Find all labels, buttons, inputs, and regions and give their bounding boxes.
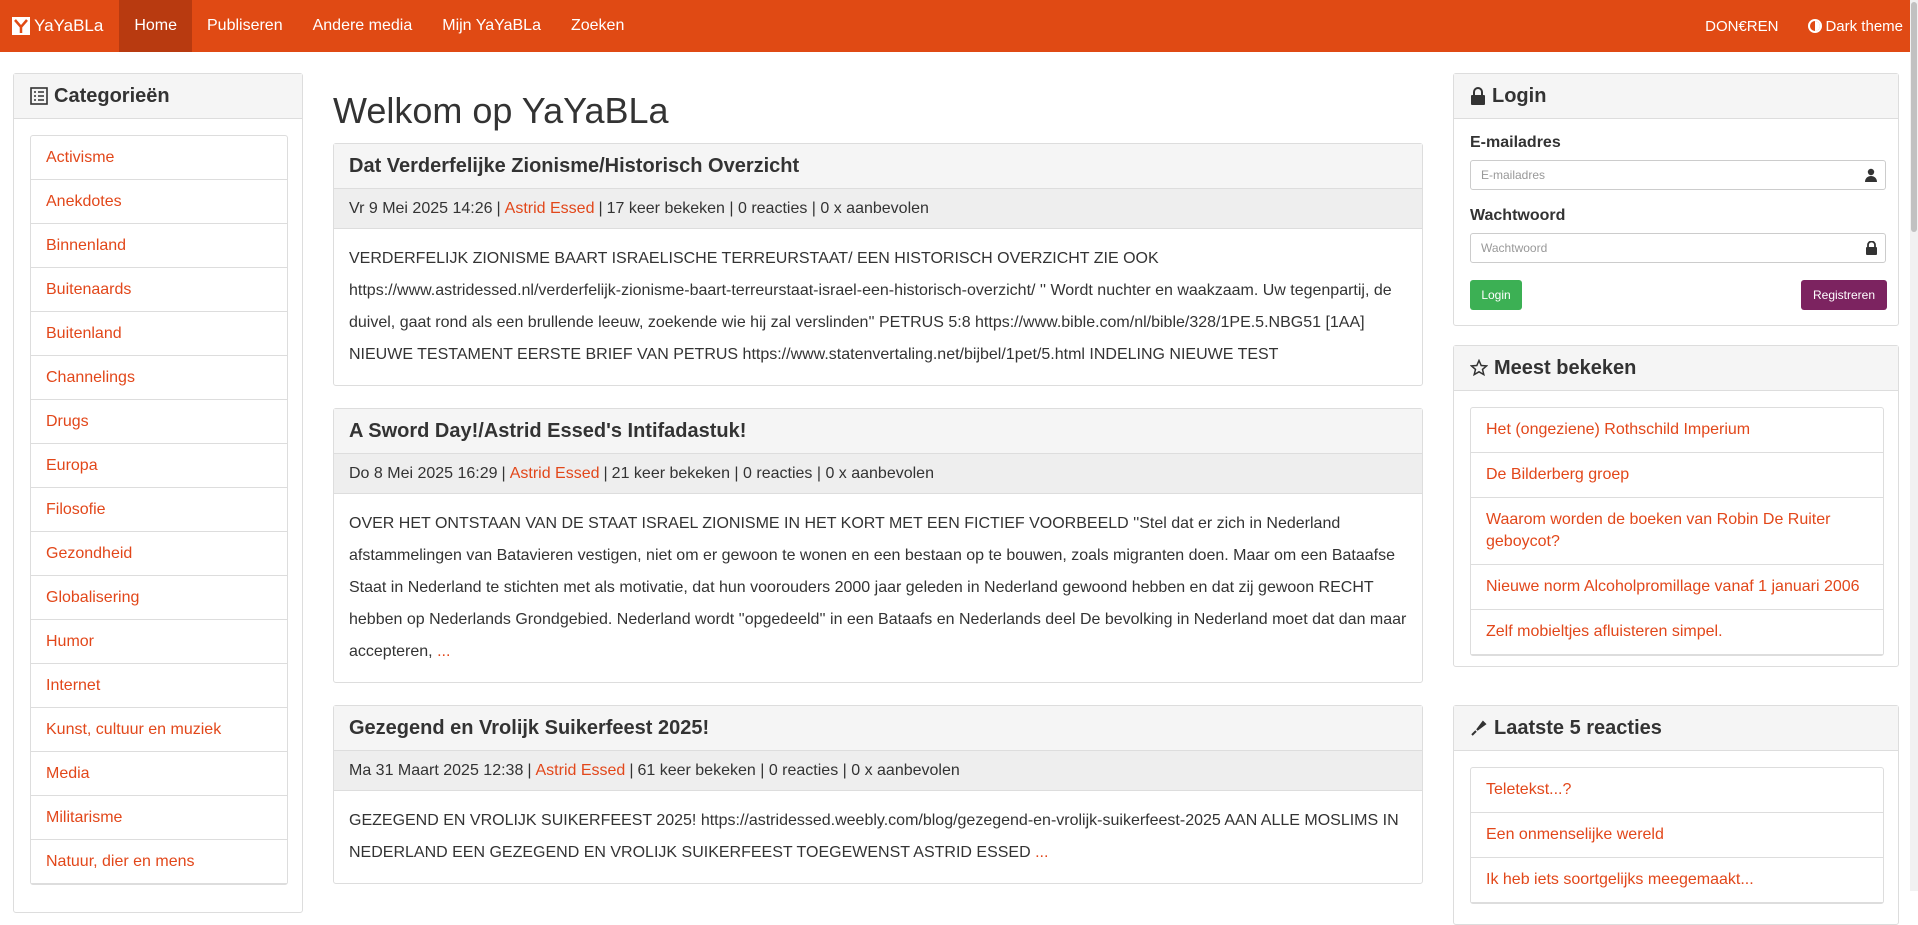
- reaction-item[interactable]: Ik heb iets soortgelijks meegemaakt...: [1471, 858, 1883, 903]
- login-panel: [1453, 73, 1899, 326]
- nav-spacer: [639, 0, 1690, 52]
- contrast-icon: [1808, 19, 1822, 33]
- article-author-link[interactable]: Astrid Essed: [535, 761, 626, 779]
- nav-home[interactable]: Home: [119, 0, 192, 52]
- article-title[interactable]: A Sword Day!/Astrid Essed's Intifadastuk!: [334, 409, 1422, 454]
- article-body: [334, 791, 1422, 883]
- article-stats: 61 keer bekeken | 0 reacties | 0 x aanbevolen: [637, 761, 960, 779]
- article-date: Do 8 Mei 2025 16:29: [349, 464, 498, 482]
- article-body: [334, 494, 1422, 682]
- login-title: Login: [1492, 84, 1547, 107]
- category-item[interactable]: Media: [31, 752, 287, 796]
- reaction-item[interactable]: Een onmenselijke wereld: [1471, 813, 1883, 858]
- categories-title: Categorieën: [54, 84, 170, 107]
- article-card: [333, 408, 1423, 683]
- top-navbar: [0, 0, 1918, 52]
- most-viewed-item[interactable]: Nieuwe norm Alcoholpromillage vanaf 1 januari 2006: [1471, 565, 1883, 610]
- list-icon: [30, 87, 48, 105]
- brand-name: YaYaBLa: [34, 16, 104, 35]
- category-item[interactable]: Activisme: [31, 136, 287, 180]
- most-viewed-item[interactable]: De Bilderberg groep: [1471, 453, 1883, 498]
- category-item[interactable]: Globalisering: [31, 576, 287, 620]
- login-header: [1454, 74, 1898, 119]
- category-item[interactable]: Drugs: [31, 400, 287, 444]
- page-title: Welkom op YaYaBLa: [333, 90, 669, 131]
- email-input[interactable]: [1470, 160, 1886, 190]
- most-viewed-list: [1470, 407, 1884, 656]
- star-icon: [1470, 359, 1488, 377]
- page-scrollbar[interactable]: [1910, 0, 1918, 891]
- article-meta: Ma 31 Maart 2025 12:38 | Astrid Essed | 61 keer bekeken | 0 reacties | 0 x aanbevolen: [334, 751, 1422, 791]
- password-placeholder: Wachtwoord: [1481, 241, 1548, 255]
- read-more-link[interactable]: ...: [1035, 844, 1049, 861]
- article-text: OVER HET ONTSTAAN VAN DE STAAT ISRAEL ZIONISME IN HET KORT MET EEN FICTIEF VOORBEELD ''Stel dat er zich in Nederland afstammelingen van Batavieren vestigen, niet om er gewoon te wonen en een bestaan op te bouwen, zoals migranten doen. Maar om een Bataafse Staat in Nederland te stichten met als motivatie, dat hun voorouders 2000 jaar geleden in Nederland gewoond hebben en dat zij gewoon RECHT hebben op Nederlands Grondgebied. Nederland wordt ''opgedeeld'' in een Bataafs en Nederlands deel De bevolking in Nederland moet dat dan maar accepteren,: [349, 515, 1407, 660]
- nav-andere-media[interactable]: Andere media: [312, 17, 413, 34]
- most-viewed-item[interactable]: Het (ongeziene) Rothschild Imperium: [1471, 408, 1883, 453]
- donate-link[interactable]: DON€REN: [1705, 17, 1779, 35]
- latest-reactions-list: [1470, 767, 1884, 904]
- dark-theme-toggle[interactable]: [1793, 0, 1918, 52]
- comment-icon: [1470, 719, 1488, 737]
- lock-icon: [1470, 87, 1486, 105]
- article-card: [333, 143, 1423, 386]
- category-item[interactable]: Europa: [31, 444, 287, 488]
- category-item[interactable]: Filosofie: [31, 488, 287, 532]
- article-stats: 21 keer bekeken | 0 reacties | 0 x aanbevolen: [611, 464, 934, 482]
- article-date: Ma 31 Maart 2025 12:38: [349, 761, 524, 779]
- article-title[interactable]: Gezegend en Vrolijk Suikerfeest 2025!: [334, 706, 1422, 751]
- scrollbar-thumb[interactable]: [1911, 2, 1917, 232]
- latest-reactions-title: Laatste 5 reacties: [1494, 716, 1662, 739]
- article-card: [333, 705, 1423, 884]
- nav-zoeken[interactable]: Zoeken: [570, 17, 625, 34]
- category-list: [30, 135, 288, 885]
- category-item[interactable]: Buitenland: [31, 312, 287, 356]
- category-item[interactable]: Kunst, cultuur en muziek: [31, 708, 287, 752]
- most-viewed-title: Meest bekeken: [1494, 356, 1637, 379]
- most-viewed-header: [1454, 346, 1898, 391]
- most-viewed-item[interactable]: Zelf mobieltjes afluisteren simpel.: [1471, 610, 1883, 655]
- article-stats: 17 keer bekeken | 0 reacties | 0 x aanbevolen: [606, 199, 929, 217]
- most-viewed-item[interactable]: Waarom worden de boeken van Robin De Ruiter geboycot?: [1471, 498, 1883, 565]
- article-text: GEZEGEND EN VROLIJK SUIKERFEEST 2025! https://astridessed.weebly.com/blog/gezegend-en-vrolijk-suikerfeest-2025 AAN ALLE MOSLIMS IN NEDERLAND EEN GEZEGEND EN VROLIJK SUIKERFEEST TOEGEWENST ASTRID ESSED: [349, 812, 1399, 861]
- dark-theme-label: Dark theme: [1825, 17, 1903, 35]
- categories-header: [14, 74, 302, 119]
- article-text: VERDERFELIJK ZIONISME BAART ISRAELISCHE TERREURSTAAT/ EEN HISTORISCH OVERZICHT ZIE OOK https://www.astridessed.nl/verderfelijk-zionisme-baart-terreurstaat-israel-een-historisch-overzicht/ '' Wordt nuchter en waakzaam. Uw tegenpartij, de duivel, gaat rond als een brullende leeuw, zoekende wie hij zal verslinden'' PETRUS 5:8 https://www.bible.com/nl/bible/328/1PE.5.NBG51 [1AA] NIEUWE TESTAMENT EERSTE BRIEF VAN PETRUS https://www.statenvertaling.net/bijbel/1pet/5.html INDELING NIEUWE TEST: [349, 250, 1392, 363]
- brand-link[interactable]: [0, 0, 119, 52]
- category-item[interactable]: Internet: [31, 664, 287, 708]
- category-item[interactable]: Natuur, dier en mens: [31, 840, 287, 884]
- article-date: Vr 9 Mei 2025 14:26: [349, 199, 493, 217]
- read-more-link[interactable]: ...: [437, 643, 451, 660]
- article-body: [334, 229, 1422, 385]
- email-label: E-mailadres: [1470, 134, 1561, 151]
- category-item[interactable]: Humor: [31, 620, 287, 664]
- password-lock-icon: [1865, 241, 1878, 258]
- reaction-item[interactable]: Teletekst...?: [1471, 768, 1883, 813]
- most-viewed-panel: [1453, 345, 1899, 667]
- nav-mijn-yayabla[interactable]: Mijn YaYaBLa: [442, 17, 541, 34]
- password-input[interactable]: [1470, 233, 1886, 263]
- email-placeholder: E-mailadres: [1481, 168, 1546, 182]
- category-item[interactable]: Binnenland: [31, 224, 287, 268]
- nav-publiseren[interactable]: Publiseren: [207, 17, 283, 34]
- logo-icon: [12, 17, 30, 35]
- article-meta: Vr 9 Mei 2025 14:26 | Astrid Essed | 17 keer bekeken | 0 reacties | 0 x aanbevolen: [334, 189, 1422, 229]
- category-item[interactable]: Anekdotes: [31, 180, 287, 224]
- article-title[interactable]: Dat Verderfelijke Zionisme/Historisch Overzicht: [334, 144, 1422, 189]
- categories-panel: [13, 73, 303, 913]
- category-item[interactable]: Buitenaards: [31, 268, 287, 312]
- latest-reactions-header: [1454, 706, 1898, 751]
- register-button[interactable]: Registreren: [1801, 280, 1887, 310]
- category-item[interactable]: Channelings: [31, 356, 287, 400]
- article-author-link[interactable]: Astrid Essed: [504, 199, 595, 217]
- article-author-link[interactable]: Astrid Essed: [509, 464, 600, 482]
- latest-reactions-panel: [1453, 705, 1899, 925]
- category-item[interactable]: Gezondheid: [31, 532, 287, 576]
- login-button[interactable]: Login: [1470, 280, 1522, 310]
- article-meta: Do 8 Mei 2025 16:29 | Astrid Essed | 21 keer bekeken | 0 reacties | 0 x aanbevolen: [334, 454, 1422, 494]
- category-item[interactable]: Militarisme: [31, 796, 287, 840]
- password-label: Wachtwoord: [1470, 207, 1566, 224]
- user-icon: [1864, 168, 1878, 185]
